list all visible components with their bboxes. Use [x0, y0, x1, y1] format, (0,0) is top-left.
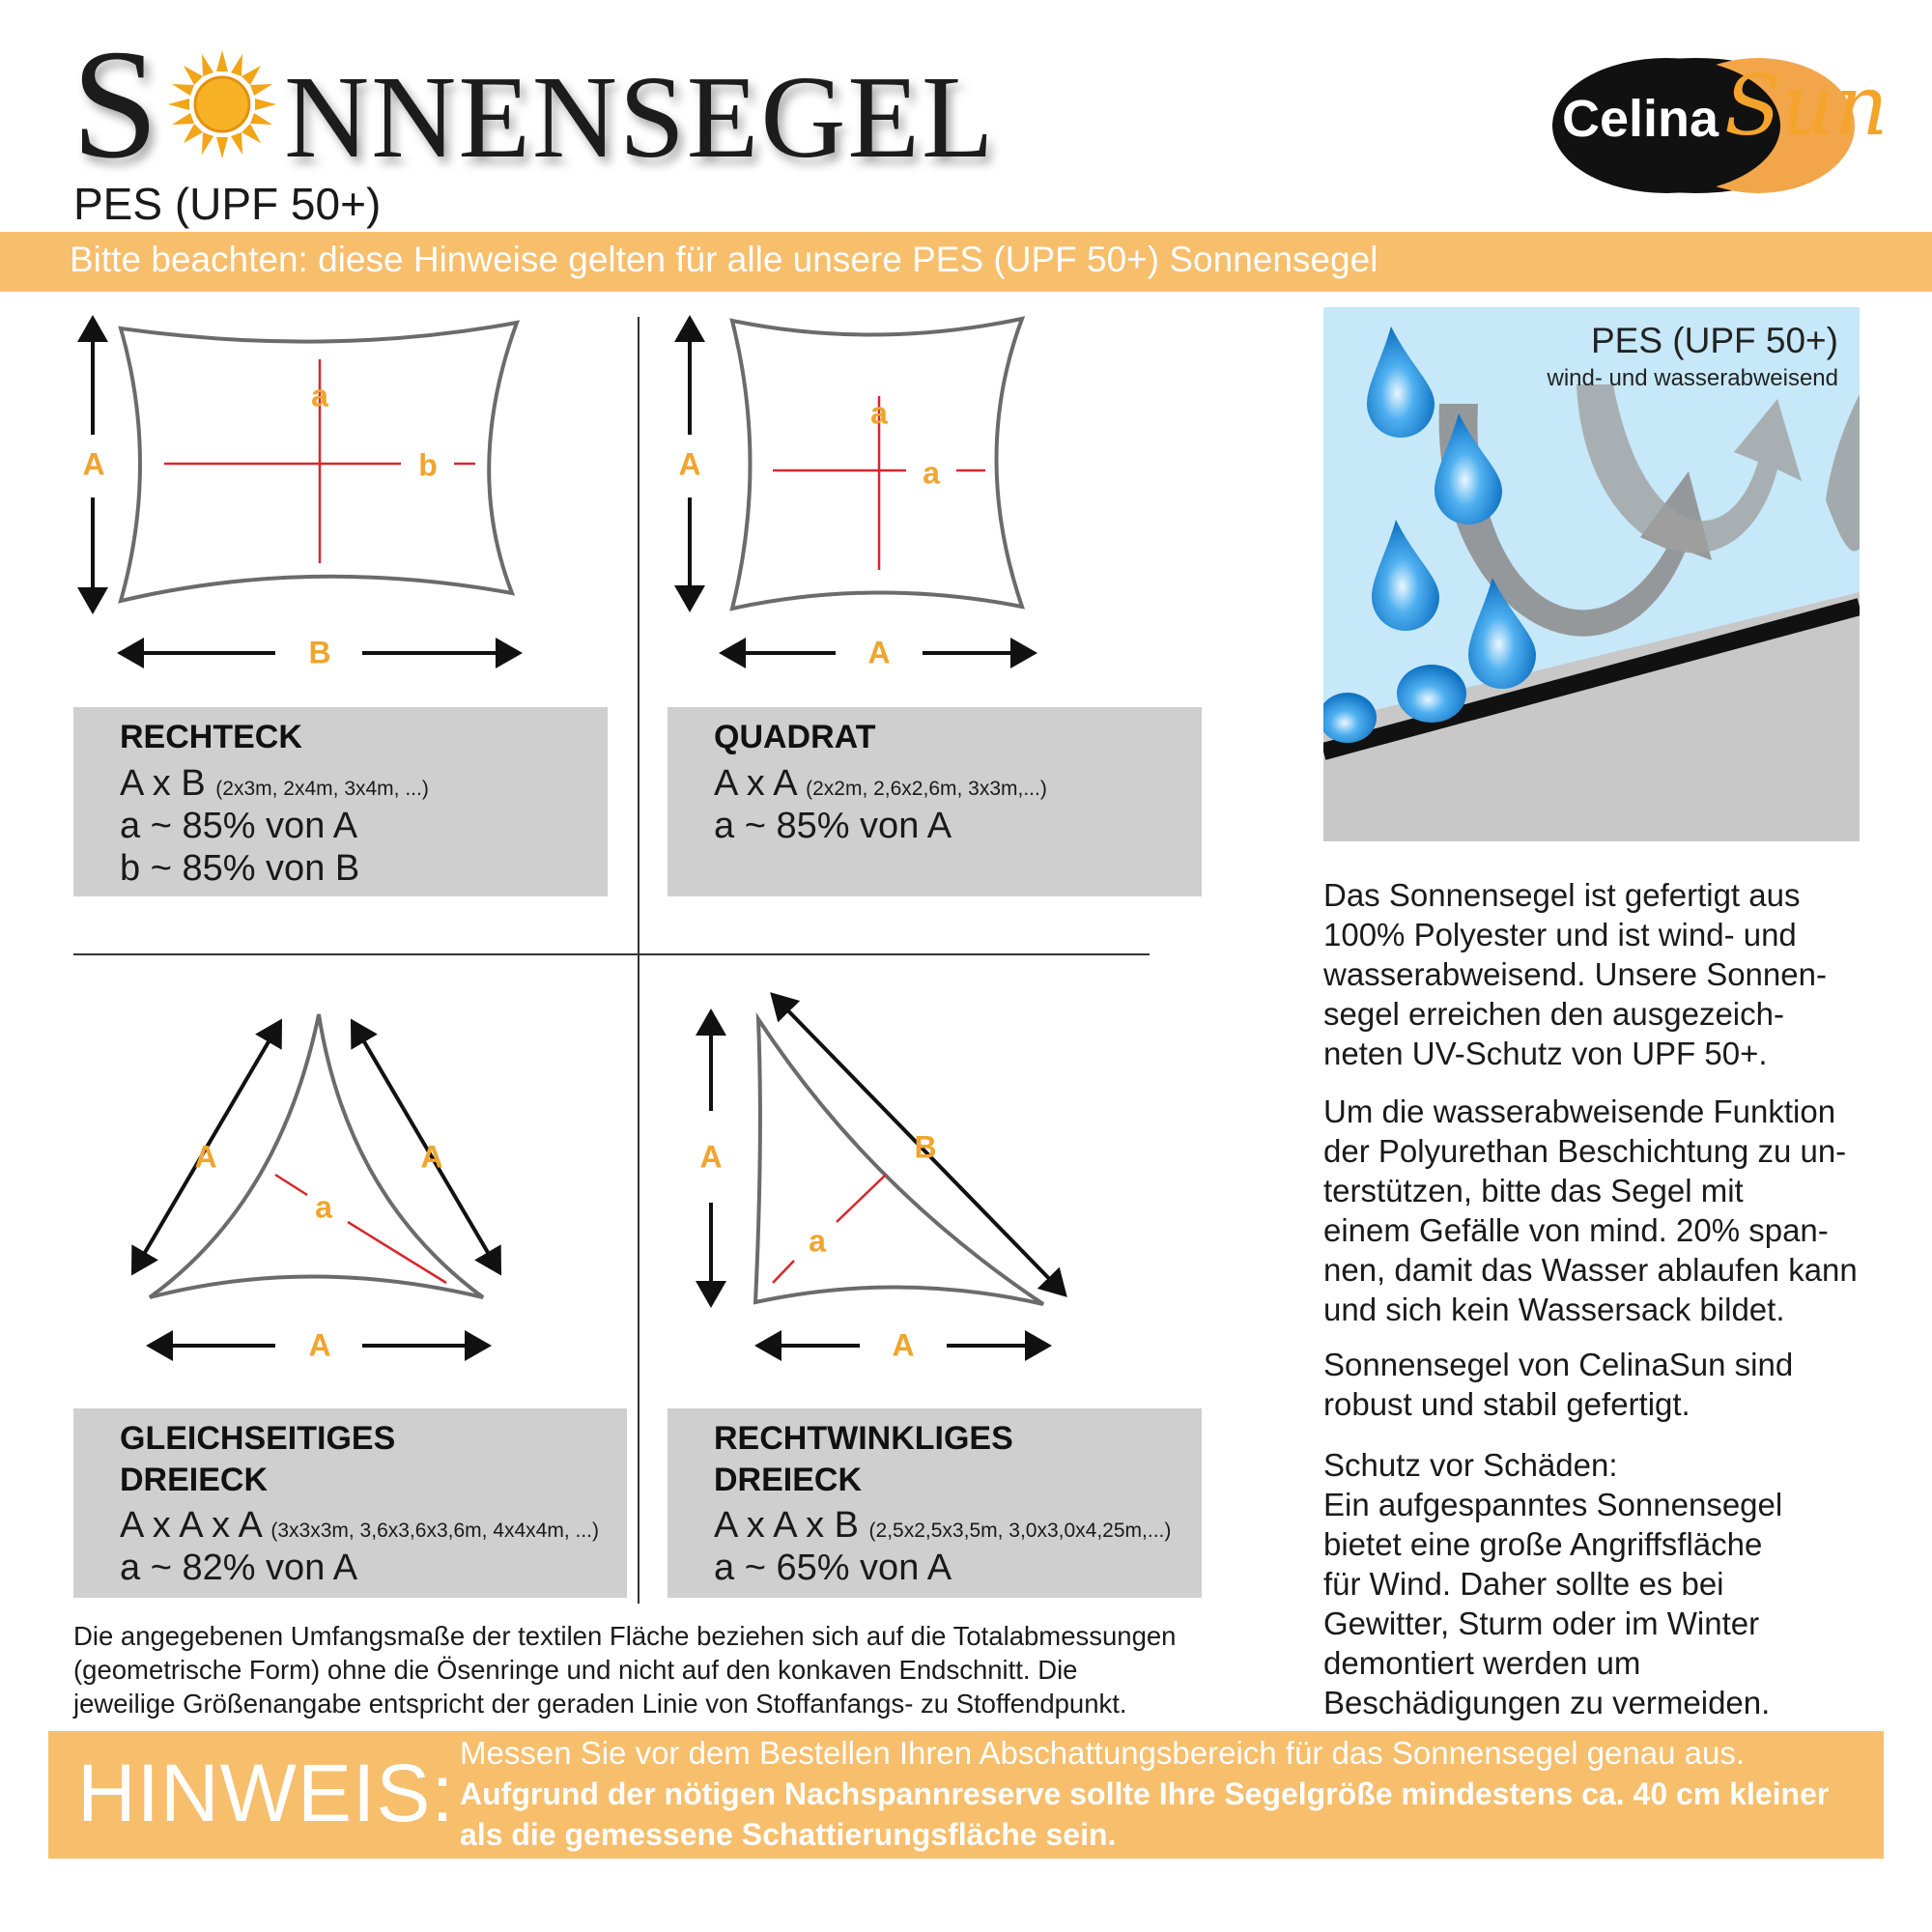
rect-label-A: A: [82, 446, 105, 482]
page-subtitle: PES (UPF 50+): [73, 179, 382, 229]
notice-banner-text: Bitte beachten: diese Hinweise gelten für alle unsere PES (UPF 50+) Sonnensegel: [70, 240, 1378, 279]
paragraph-line: Beschädigungen zu vermeiden.: [1323, 1685, 1771, 1720]
rect-label-B: B: [308, 635, 331, 670]
card-title: RECHTECK: [120, 719, 302, 755]
square-label-a-horizontal: a: [923, 455, 940, 491]
card-rechtwinkliges-dreieck: [668, 1408, 1202, 1598]
formula-examples: (2,5x2,5x3,5m, 3,0x3,0x4,25m,...): [868, 1520, 1172, 1542]
paragraph-line: Das Sonnensegel ist gefertigt aus: [1323, 877, 1801, 913]
water-repellent-illustration: [1323, 307, 1860, 841]
card-formula: [714, 763, 1047, 805]
paragraph-line: robust und stabil gefertigt.: [1323, 1386, 1690, 1422]
paragraph-line: demontiert werden um: [1323, 1645, 1641, 1681]
logo-text-sun: Sun: [1724, 58, 1889, 155]
card-rule: b ~ 85% von B: [120, 848, 360, 889]
paragraph-line: Ein aufgespanntes Sonnensegel: [1323, 1487, 1783, 1522]
paragraph-line: 100% Polyester und ist wind- und: [1323, 917, 1797, 952]
card-formula: [120, 1505, 599, 1547]
panel-subtitle: wind- und wasserabweisend: [1547, 365, 1838, 391]
formula-examples: (2x2m, 2,6x2,6m, 3x3m,...): [806, 778, 1047, 800]
paragraph-line: einem Gefälle von mind. 20% span-: [1323, 1212, 1829, 1248]
card-title: [714, 1418, 1013, 1501]
dimension-footnote: [73, 1619, 1300, 1720]
rt-label-a: a: [809, 1223, 826, 1259]
hinweis-label: HINWEIS:: [77, 1747, 455, 1838]
paragraph-line: Um die wasserabweisende Funktion: [1323, 1094, 1836, 1129]
title-rest: NNENSEGEL: [284, 52, 996, 183]
square-label-a-vertical: a: [870, 395, 888, 431]
paragraph-line: segel erreichen den ausgezeich-: [1323, 996, 1784, 1032]
card-rule: a ~ 85% von A: [120, 806, 358, 846]
formula-text: A x A x B: [714, 1505, 859, 1546]
rt-label-A-left: A: [699, 1139, 723, 1175]
formula-examples: (2x3m, 2x4m, 3x4m, ...): [215, 778, 429, 800]
footnote-line: jeweilige Größenangabe entspricht der geraden Linie von Stoffanfangs- zu Stoffendpunkt.: [73, 1689, 1127, 1719]
square-sail-outline: [732, 319, 1022, 609]
logo-text-celina: Celina: [1562, 90, 1719, 148]
hinweis-line2: Aufgrund der nötigen Nachspannreserve sollte Ihre Segelgröße mindestens ca. 40 cm kleiner als die gemessene Schattierungsfläche sein.: [460, 1776, 1830, 1852]
card-rule: a ~ 85% von A: [714, 806, 952, 846]
water-drops: [1323, 327, 1536, 743]
square-label-A-horizontal: A: [867, 635, 891, 670]
hinweis-box: [48, 1731, 1884, 1859]
rect-label-b: b: [418, 447, 438, 483]
info-paragraph-slope: [1323, 1092, 1874, 1329]
rt-label-A-bottom: A: [892, 1327, 915, 1363]
eq-label-a: a: [315, 1189, 332, 1225]
paragraph-line: nen, damit das Wasser ablaufen kann: [1323, 1252, 1858, 1288]
card-title: [120, 1418, 395, 1501]
paragraph-line: Schutz vor Schäden:: [1323, 1447, 1618, 1483]
paragraph-line: Sonnensegel von CelinaSun sind: [1323, 1347, 1794, 1382]
paragraph-line: Gewitter, Sturm oder im Winter: [1323, 1605, 1760, 1641]
formula-text: A x B: [120, 763, 206, 804]
info-paragraph-material: [1323, 875, 1874, 1073]
card-title: QUADRAT: [714, 719, 876, 755]
paragraph-line: bietet eine große Angriffsfläche: [1323, 1526, 1763, 1562]
card-rule: a ~ 65% von A: [714, 1548, 952, 1588]
card-title-line2: DREIECK: [714, 1462, 863, 1498]
eq-label-A-left: A: [194, 1139, 217, 1175]
card-rule: a ~ 82% von A: [120, 1548, 358, 1588]
panel-title: PES (UPF 50+): [1590, 321, 1838, 360]
info-paragraph-protection: [1323, 1445, 1874, 1722]
rect-label-a: a: [311, 378, 328, 413]
rt-measure-a1: [837, 1175, 886, 1222]
formula-examples: (3x3x3m, 3,6x3,6x3,6m, 4x4x4m, ...): [270, 1520, 599, 1542]
paragraph-line: und sich kein Wassersack bildet.: [1323, 1292, 1785, 1327]
rt-measure-a2: [773, 1261, 794, 1283]
footnote-line: (geometrische Form) ohne die Ösenringe und nicht auf den konkaven Endschnitt. Die: [73, 1655, 1078, 1685]
paragraph-line: terstützen, bitte das Segel mit: [1323, 1173, 1744, 1208]
paragraph-line: der Polyurethan Beschichtung zu un-: [1323, 1133, 1847, 1169]
hinweis-line1: Messen Sie vor dem Bestellen Ihren Abschattungsbereich für das Sonnensegel genau aus.: [460, 1735, 1746, 1771]
card-rechteck: [73, 707, 608, 896]
info-paragraph-quality: [1323, 1345, 1874, 1424]
card-gleichseitiges-dreieck: [73, 1408, 627, 1598]
square-label-A-vertical: A: [678, 446, 701, 482]
paragraph-line: neten UV-Schutz von UPF 50+.: [1323, 1036, 1768, 1071]
paragraph-line: wasserabweisend. Unsere Sonnen-: [1323, 956, 1827, 992]
rt-label-B: B: [914, 1129, 937, 1165]
formula-text: A x A: [714, 763, 796, 804]
paragraph-line: für Wind. Daher sollte es bei: [1323, 1566, 1724, 1602]
rt-sail-outline: [755, 1019, 1043, 1304]
formula-text: A x A x A: [120, 1505, 261, 1546]
eq-label-A-bottom: A: [308, 1327, 331, 1363]
title-initial: S: [71, 18, 161, 191]
eq-label-A-right: A: [420, 1139, 443, 1175]
card-quadrat: [668, 707, 1202, 896]
card-title-line1: GLEICHSEITIGES: [120, 1420, 396, 1457]
card-title-line1: RECHTWINKLIGES: [714, 1420, 1013, 1457]
footnote-line: Die angegebenen Umfangsmaße der textilen Fläche beziehen sich auf die Totalabmessungen: [73, 1621, 1177, 1651]
eq-measure-a1: [275, 1175, 307, 1195]
card-formula: [714, 1505, 1171, 1547]
card-title-line2: DREIECK: [120, 1462, 269, 1498]
card-formula: [120, 763, 429, 805]
